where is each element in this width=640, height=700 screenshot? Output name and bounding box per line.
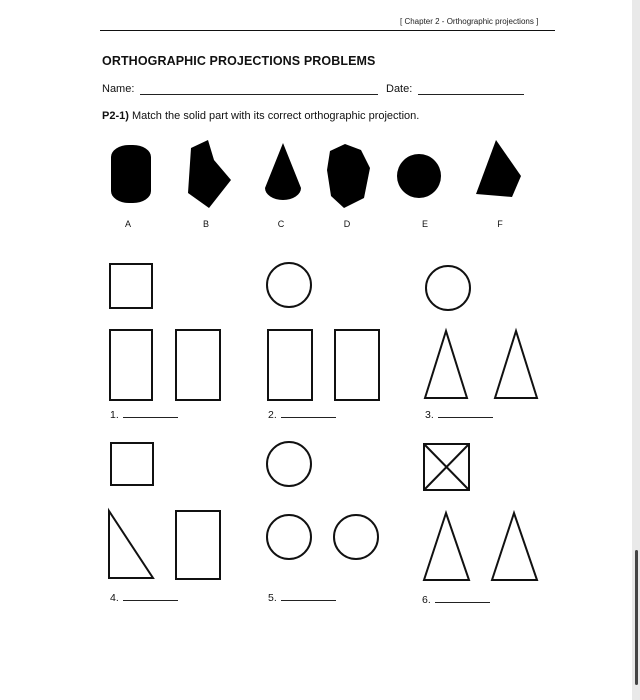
date-label: Date: [386, 83, 413, 95]
solid-label-e: E [421, 219, 428, 229]
name-label: Name: [102, 83, 135, 95]
solid-label-d: D [343, 219, 351, 229]
projection-4 [109, 443, 220, 579]
projection-6 [424, 444, 537, 580]
answer-number: 4. [110, 592, 119, 604]
solid-label-c: C [277, 219, 285, 229]
chapter-header: [ Chapter 2 - Orthographic projections ] [400, 17, 539, 26]
answer-blank[interactable] [281, 408, 336, 418]
solid-a-cylinder [111, 145, 151, 203]
solid-c-cone [265, 143, 301, 200]
solid-e-sphere [397, 154, 441, 198]
projection-1 [110, 264, 220, 400]
page-title: ORTHOGRAPHIC PROJECTIONS PROBLEMS [102, 54, 376, 68]
answer-1 [110, 408, 178, 421]
answer-number: 6. [422, 594, 431, 606]
answer-number: 1. [110, 409, 119, 421]
answer-blank[interactable] [281, 591, 336, 601]
answer-2 [268, 408, 336, 421]
solid-label-b: B [202, 219, 209, 229]
projection-5 [267, 442, 378, 559]
answer-blank[interactable] [438, 408, 493, 418]
answer-6 [422, 593, 490, 606]
answer-blank[interactable] [435, 593, 490, 603]
solid-b-prism [188, 140, 231, 208]
problem-instruction: Match the solid part with its correct orthographic projection. [131, 110, 420, 122]
problem-number: P2-1) [102, 110, 129, 122]
answer-number: 3. [425, 409, 434, 421]
answer-4 [110, 591, 178, 604]
answer-3 [425, 408, 493, 421]
solid-label-a: A [124, 219, 131, 229]
solid-d-prism [327, 144, 370, 208]
solid-f-pyramid [476, 140, 521, 197]
answer-number: 2. [268, 409, 277, 421]
answer-blank[interactable] [123, 591, 178, 601]
answer-5 [268, 591, 336, 604]
solid-label-f: F [497, 219, 503, 229]
projection-3 [425, 266, 537, 398]
answer-number: 5. [268, 592, 277, 604]
projection-2 [267, 263, 379, 400]
answer-blank[interactable] [123, 408, 178, 418]
